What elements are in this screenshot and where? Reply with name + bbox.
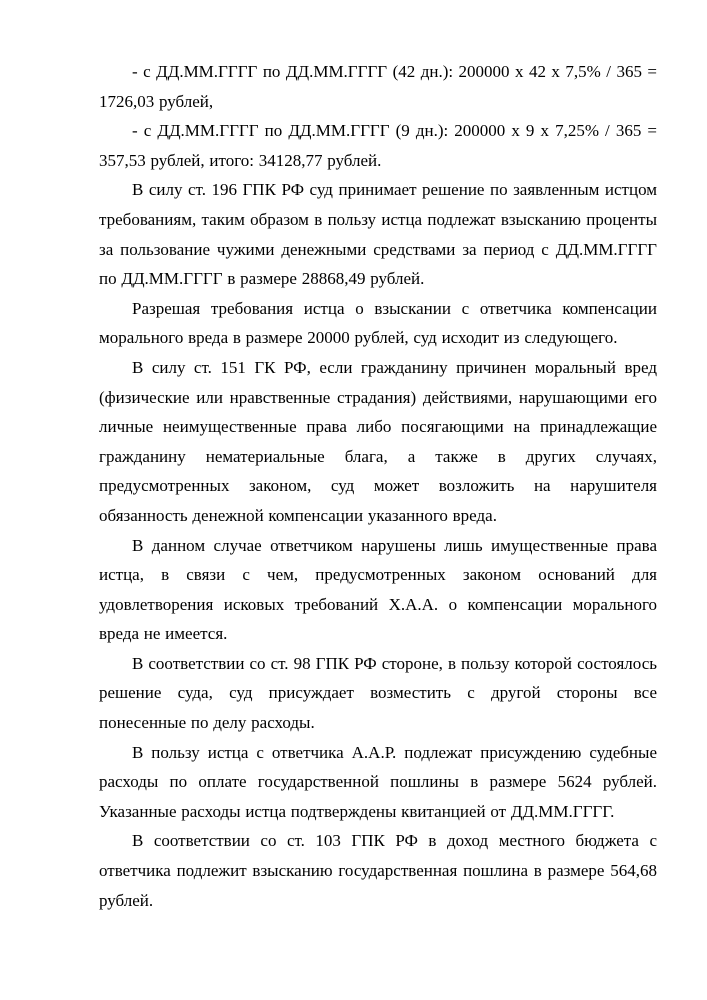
paragraph-court-fees-plaintiff: В пользу истца с ответчика А.А.Р. подлежат присуждению судебные расходы по оплате государственной пошлины в размере 5624 рублей. Указанные расходы истца подтверждены квитанцией от ДД.ММ.ГГГГ. [99,742,657,821]
paragraph-interest-calc-period-1: - с ДД.ММ.ГГГГ по ДД.ММ.ГГГГ (42 дн.): 200000 х 42 х 7,5% / 365 = 1726,03 рублей, [99,62,657,111]
paragraph-moral-damage-denied: В данном случае ответчиком нарушены лишь имущественные права истца, в связи с чем, предусмотренных законом оснований для удовлетворения исковых требований Х.А.А. о компенсации морального вреда не имеется. [99,535,657,644]
paragraph-art-98-gpk: В соответствии со ст. 98 ГПК РФ стороне, в пользу которой состоялось решение суда, суд присуждает возместить с другой стороны все понесенные по делу расходы. [99,653,657,733]
paragraph-moral-damage-claim: Разрешая требования истца о взыскании с ответчика компенсации морального вреда в размере 20000 рублей, суд исходит из следующего. [99,298,657,348]
document-body [99,57,657,915]
paragraph-interest-calc-period-2: - с ДД.ММ.ГГГГ по ДД.ММ.ГГГГ (9 дн.): 200000 х 9 х 7,25% / 365 = 357,53 рублей, итого: 34128,77 рублей. [99,121,657,170]
paragraph-art-196-gpk: В силу ст. 196 ГПК РФ суд принимает решение по заявленным истцом требованиям, таким образом в пользу истца подлежат взысканию проценты за пользование чужими денежными средствами за период с ДД.ММ.ГГГГ по ДД.ММ.ГГГГ в размере 28868,49 рублей. [99,180,657,289]
paragraph-art-151-gk: В силу ст. 151 ГК РФ, если гражданину причинен моральный вред (физические или нравственные страдания) действиями, нарушающими его личные неимущественные права либо посягающими на принадлежащие гражданину нематериальные блага, а также в других случаях, предусмотренных законом, суд может возложить на нарушителя обязанность денежной компенсации указанного вреда. [99,357,657,525]
paragraph-art-103-gpk: В соответствии со ст. 103 ГПК РФ в доход местного бюджета с ответчика подлежит взысканию государственная пошлина в размере 564,68 рублей. [99,831,657,910]
